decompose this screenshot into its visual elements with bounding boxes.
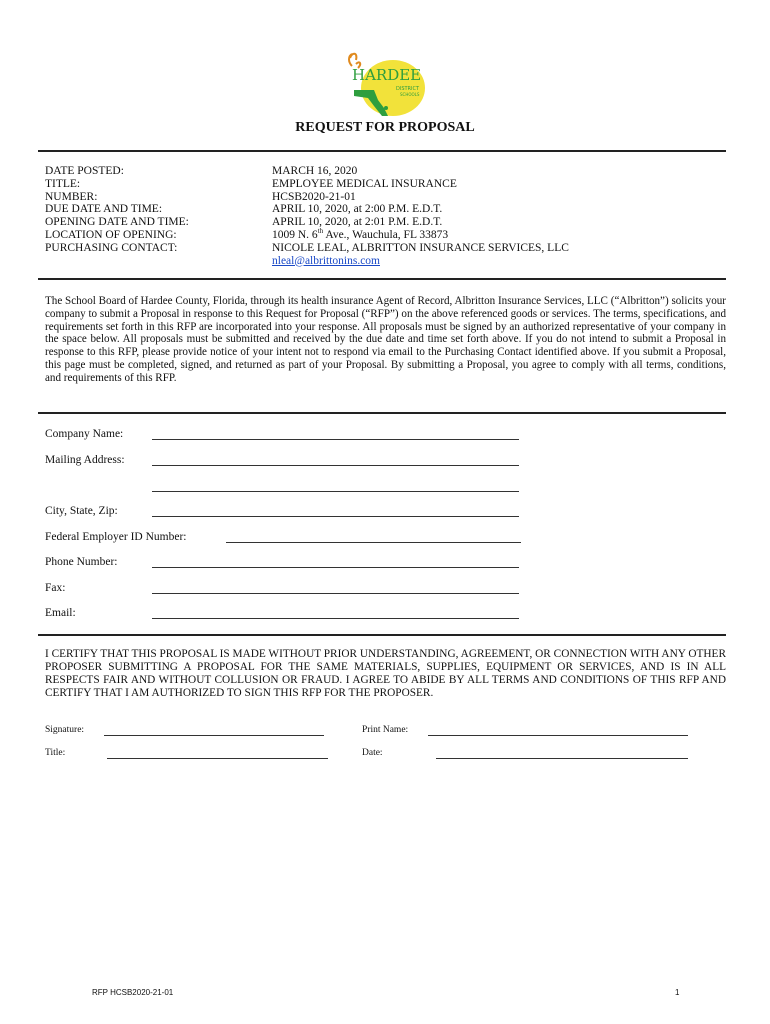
label-opening-date: OPENING DATE AND TIME: (45, 216, 189, 229)
company-name-label: Company Name: (45, 428, 124, 440)
print-name-label: Print Name: (362, 725, 409, 735)
info-labels (45, 165, 189, 255)
divider (38, 634, 726, 636)
signature-label: Signature: (45, 725, 85, 735)
city-state-zip-label: City, State, Zip: (45, 505, 118, 517)
value-opening-date: APRIL 10, 2020, at 2:01 P.M. E.D.T. (272, 216, 443, 229)
svg-text:DISTRICT: DISTRICT (396, 86, 420, 92)
label-contact: PURCHASING CONTACT: (45, 241, 178, 254)
print-name-field[interactable] (428, 726, 688, 736)
label-title: TITLE: (45, 177, 81, 190)
email-field[interactable] (152, 608, 519, 619)
contact-email-link[interactable]: nleal@albrittonins.com (272, 254, 380, 267)
svg-text:SCHOOLS: SCHOOLS (400, 92, 420, 97)
footer-doc-id: RFP HCSB2020-21-01 (92, 988, 174, 997)
date-label: Date: (362, 748, 383, 758)
value-due-date: APRIL 10, 2020, at 2:00 P.M. E.D.T. (272, 203, 443, 216)
label-number: NUMBER: (45, 190, 98, 203)
phone-number-field[interactable] (152, 557, 519, 568)
value-contact: NICOLE LEAL, ALBRITTON INSURANCE SERVICES, LLC (272, 241, 569, 254)
value-date-posted: MARCH 16, 2020 (272, 165, 358, 177)
label-date-posted: DATE POSTED: (45, 165, 124, 177)
intro-paragraph: The School Board of Hardee County, Florida, through its health insurance Agent of Record, Albritton Insurance Services, LLC (“Albritton”) solicits your company to submit a Proposal in response to this Request for Proposal (“RFP”) on the above referenced goods or services. The terms, specifications, and requirements set forth in this RFP are incorporated into your response. All proposals must be signed by an authorized representative of your company in the space below. All proposals must be submitted and received by the due date and time set forth above. If you do not intend to submit a Proposal in response to this RFP, please provide notice of your intent not to respond via email to the Purchasing Contact identified above. If you submit a Proposal, this page must be completed, signed, and returned as part of your Proposal. By submitting a Proposal, you agree to comply with all terms, conditions, and requirements of this RFP. (45, 295, 726, 384)
divider (38, 278, 726, 280)
date-field[interactable] (436, 749, 688, 759)
divider (38, 412, 726, 414)
city-state-zip-field[interactable] (152, 506, 519, 517)
fax-field[interactable] (152, 583, 519, 594)
hardee-district-logo (338, 50, 438, 120)
fein-field[interactable] (226, 532, 521, 543)
title-label: Title: (45, 748, 66, 758)
company-name-field[interactable] (152, 429, 519, 440)
svg-text:HARDEE: HARDEE (352, 66, 422, 84)
label-location: LOCATION OF OPENING: (45, 228, 177, 241)
certification-statement: I CERTIFY THAT THIS PROPOSAL IS MADE WITHOUT PRIOR UNDERSTANDING, AGREEMENT, OR CONNECTION WITH ANY OTHER PROPOSER SUBMITTING A PROPOSAL FOR THE SAME MATERIALS, SUPPLIES, EQUIPMENT OR SERVICES, AND IS IN ALL RESPECTS FAIR AND WITHOUT COLLUSION OR FRAUD. I AGREE TO ABIDE BY ALL TERMS AND CONDITIONS OF THIS RFP AND CERTIFY THAT I AM AUTHORIZED TO SIGN THIS RFP FOR THE PROPOSER. (45, 648, 726, 699)
signature-field[interactable] (104, 726, 324, 736)
label-due-date: DUE DATE AND TIME: (45, 203, 163, 216)
page-title: REQUEST FOR PROPOSAL (295, 120, 475, 135)
email-label: Email: (45, 607, 76, 619)
mailing-address-field[interactable] (152, 455, 519, 466)
mailing-address-line2-field[interactable] (152, 481, 519, 492)
title-field[interactable] (107, 749, 328, 759)
info-values (272, 165, 569, 267)
divider (38, 150, 726, 152)
value-number: HCSB2020-21-01 (272, 190, 356, 203)
mailing-address-label: Mailing Address: (45, 454, 125, 466)
page-number: 1 (675, 988, 680, 997)
fax-label: Fax: (45, 582, 66, 594)
value-location: 1009 N. 6th Ave., Wauchula, FL 33873 (272, 227, 449, 241)
value-title: EMPLOYEE MEDICAL INSURANCE (272, 177, 457, 190)
fein-label: Federal Employer ID Number: (45, 531, 187, 543)
phone-number-label: Phone Number: (45, 556, 118, 568)
